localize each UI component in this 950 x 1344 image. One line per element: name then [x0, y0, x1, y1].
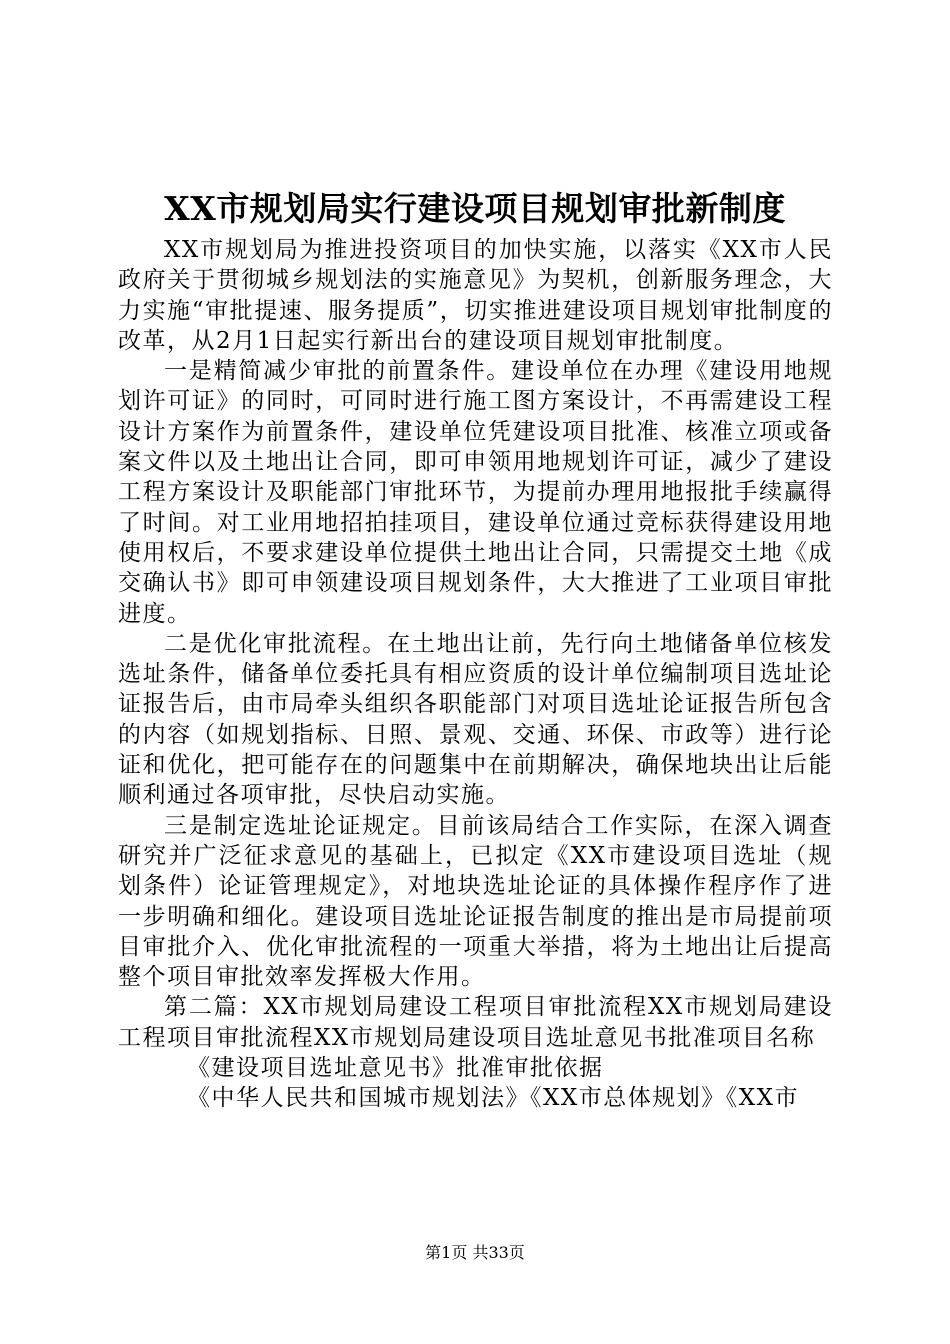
paragraph-second-article: 第二篇：XX市规划局建设工程项目审批流程XX市规划局建设工程项目审批流程XX市规划局建设项目选址意见书批准项目名称 [118, 994, 833, 1051]
paragraph-approval-basis: 《建设项目选址意见书》批准审批依据 [187, 1055, 604, 1082]
paragraph-legal-basis: 《中华人民共和国城市规划法》《XX市总体规划》《XX市 [187, 1085, 799, 1112]
paragraph-point-three: 三是制定选址论证规定。目前该局结合工作实际，在深入调查研究并广泛征求意见的基础上，已拟定《XX市建设项目选址（规划条件）论证管理规定》，对地块选址论证的具体操作程序作了进一步明确和细化。建设项目选址论证报告制度的推出是市局提前项目审批介入、优化审批流程的一项重大举措，将为土地出让后提高整个项目审批效率发挥极大作用。 [118, 812, 833, 991]
page-number-footer: 第1页 共33页 [425, 1243, 525, 1262]
paragraph-point-two: 二是优化审批流程。在土地出让前，先行向土地储备单位核发选址条件，储备单位委托具有相应资质的设计单位编制项目选址论证报告后，由市局牵头组织各职能部门对项目选址论证报告所包含的内容（如规划指标、日照、景观、交通、环保、市政等）进行论证和优化，把可能存在的问题集中在前期解决，确保地块出让后能顺利通过各项审批，尽快启动实施。 [118, 630, 833, 809]
paragraph-intro: XX市规划局为推进投资项目的加快实施，以落实《XX市人民政府关于贯彻城乡规划法的实施意见》为契机，创新服务理念，大力实施“审批提速、服务提质”，切实推进建设项目规划审批制度的改革，从2月1日起实行新出台的建设项目规划审批制度。 [118, 237, 833, 354]
document-body [118, 235, 833, 1114]
document-title: XX市规划局实行建设项目规划审批新制度 [164, 189, 786, 228]
paragraph-point-one: 一是精简减少审批的前置条件。建设单位在办理《建设用地规划许可证》的同时，可同时进行施工图方案设计，不再需建设工程设计方案作为前置条件，建设单位凭建设项目批准、核准立项或备案文件以及土地出让合同，即可申领用地规划许可证，减少了建设工程方案设计及职能部门审批环节，为提前办理用地报批手续赢得了时间。对工业用地招拍挂项目，建设单位通过竞标获得建设用地使用权后，不要求建设单位提供土地出让合同，只需提交土地《成交确认书》即可申领建设项目规划条件，大大推进了工业项目审批进度。 [118, 358, 833, 627]
